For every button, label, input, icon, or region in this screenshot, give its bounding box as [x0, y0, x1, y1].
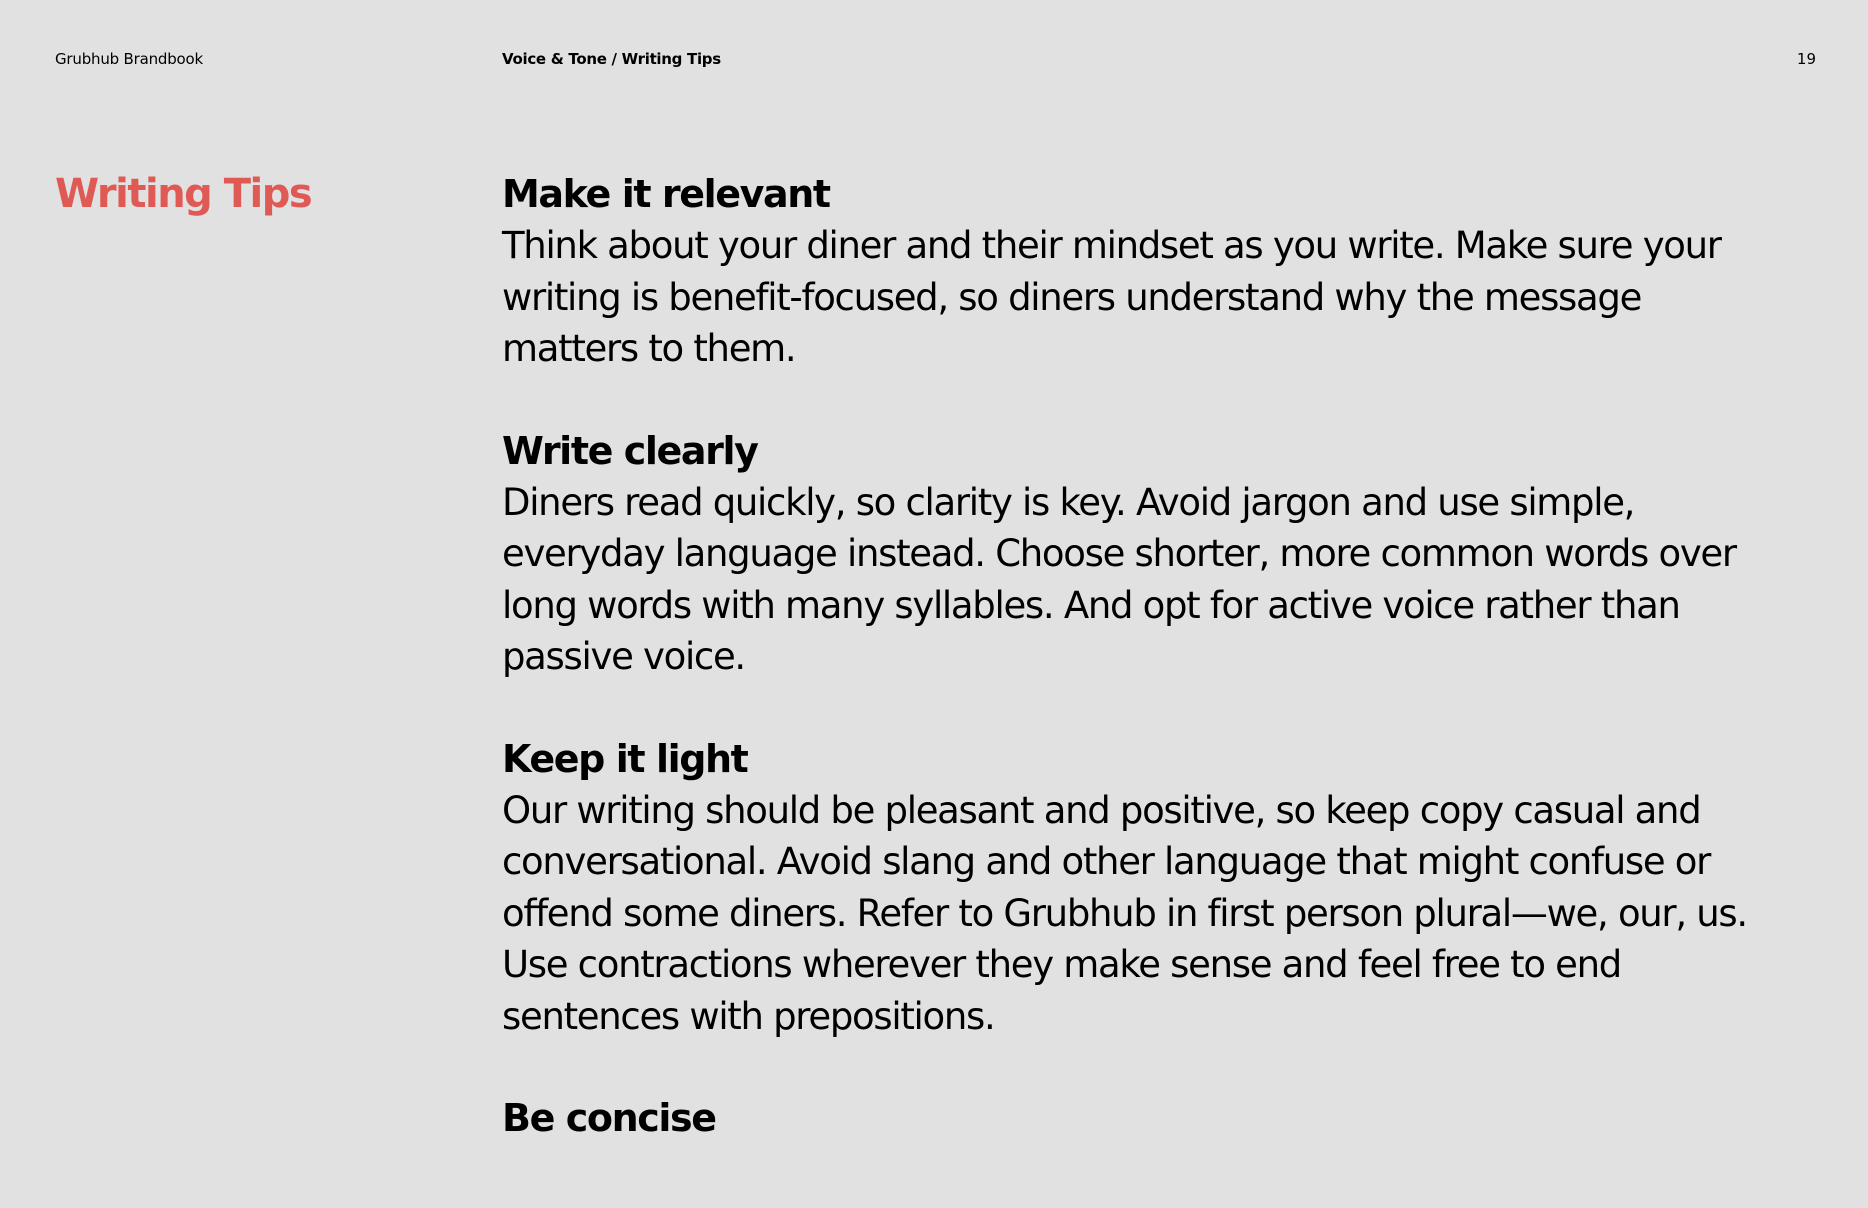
- tip-make-it-relevant: [502, 168, 1752, 375]
- brand-name: Grubhub Brandbook: [55, 50, 203, 68]
- tip-be-concise: [502, 1092, 1752, 1144]
- page-header: [0, 50, 1868, 74]
- tips-content: [502, 168, 1752, 1194]
- tip-heading: Write clearly: [502, 428, 758, 473]
- tip-heading: Keep it light: [502, 736, 748, 781]
- tip-body: Think about your diner and their mindset as you write. Make sure your writing is benefit-focused, so diners understand why the message matters to them.: [502, 224, 1721, 370]
- tip-body: Diners read quickly, so clarity is key. Avoid jargon and use simple, everyday language instead. Choose shorter, more common words over long words with many syllables. And opt for active voice rather than passive voice.: [502, 480, 1736, 678]
- breadcrumb: Voice & Tone / Writing Tips: [502, 50, 721, 68]
- page-number: 19: [1796, 50, 1816, 68]
- tip-write-clearly: [502, 425, 1752, 683]
- tip-body: Our writing should be pleasant and positive, so keep copy casual and conversational. Avoid slang and other language that might confuse or offend some diners. Refer to Grubhub in first person plural—we, our, us. Use contractions wherever they make sense and feel free to end sentences with prepositions.: [502, 788, 1747, 1038]
- tip-keep-it-light: [502, 733, 1752, 1043]
- tip-heading: Make it relevant: [502, 172, 830, 216]
- tip-heading: Be concise: [502, 1096, 716, 1140]
- section-title: Writing Tips: [55, 171, 312, 217]
